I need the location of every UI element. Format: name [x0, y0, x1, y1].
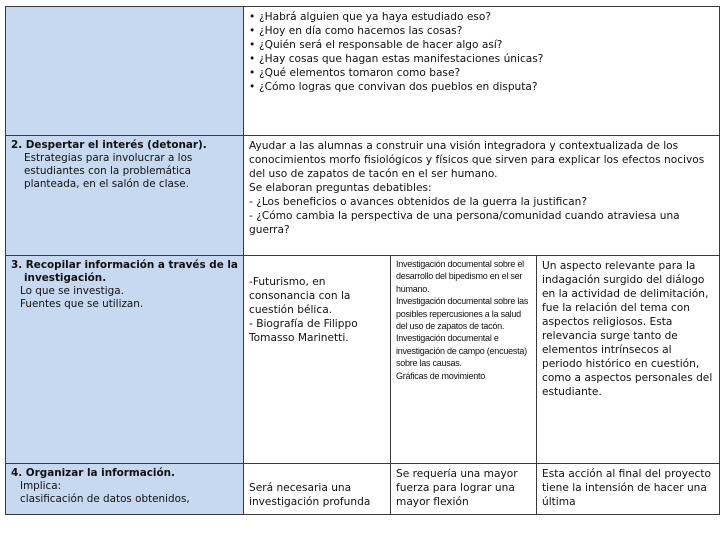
row3-left-cell: [6, 256, 244, 464]
step-heading: 2. Despertar el interés (detonar).: [11, 139, 207, 151]
list-item: • ¿Hoy en día como hacemos las cosas?: [249, 25, 463, 37]
row3-col4-cell: [537, 256, 720, 464]
paragraph: Será necesaria una investigación profunda: [249, 482, 371, 508]
bullet-icon: •: [249, 39, 256, 51]
step-heading: 4. Organizar la información.: [11, 467, 175, 479]
list-item: • ¿Hay cosas que hagan estas manifestaciones únicas?: [249, 53, 544, 65]
row2-content-cell: [244, 136, 720, 256]
step-description: Lo que se investiga.: [20, 285, 124, 297]
list-item: • ¿Quién será el responsable de hacer algo así?: [249, 39, 503, 51]
paragraph: Esta acción al final del proyecto tiene la intensión de hacer una última: [542, 468, 711, 508]
step-description: Implica:: [20, 480, 62, 492]
paragraph: - ¿Cómo cambia la perspectiva de una persona/comunidad cuando atraviesa una guerra?: [249, 210, 680, 236]
paragraph: - ¿Los beneficios o avances obtenidos de la guerra la justifican?: [249, 196, 588, 208]
bullet-icon: •: [249, 11, 256, 23]
paragraph: - Biografía de Filippo Tomasso Marinetti.: [249, 318, 358, 344]
row3-col3-cell: [391, 256, 537, 464]
paragraph: Se elaboran preguntas debatibles:: [249, 182, 432, 194]
paragraph: Ayudar a las alumnas a construir una visión integradora y contextualizada de los conocimientos morfo fisiológicos y físicos que sirven para explicar los efectos nocivos del uso de zapatos de tacón en el ser humano.: [249, 140, 705, 180]
paragraph: -Futurismo, en consonancia con la cuestión bélica.: [249, 276, 351, 316]
table-row: [6, 136, 720, 256]
paragraph: Gráficas de movimiento: [396, 370, 486, 381]
table-row: [6, 7, 720, 136]
table-row: [6, 256, 720, 464]
row4-col4-cell: [537, 464, 720, 515]
step-description: Estrategias para involucrar a los estudiantes con la problemática planteada, en el salón de clase.: [24, 152, 193, 190]
row1-left-cell: [6, 7, 244, 136]
question-list: [249, 10, 714, 94]
bullet-icon: •: [249, 67, 256, 79]
paragraph: Un aspecto relevante para la indagación surgido del diálogo en la actividad de delimitación, fue la relación del tema con aspectos religiosos. Esta relevancia surge tanto de elementos intrínsecos al periodo histórico en cuestión, como a aspectos personales del estudiante.: [542, 260, 713, 398]
row2-left-cell: [6, 136, 244, 256]
bullet-icon: •: [249, 25, 256, 37]
row4-col3-cell: [391, 464, 537, 515]
bullet-icon: •: [249, 53, 256, 65]
planning-table: [5, 6, 720, 515]
row1-questions-cell: [244, 7, 720, 136]
table-row: [6, 464, 720, 515]
paragraph: Investigación documental sobre las posibles repercusiones a la salud del uso de zapatos de tacón.: [396, 296, 529, 332]
paragraph: Se requería una mayor fuerza para lograr una mayor flexión: [396, 468, 518, 508]
row3-col2-cell: [244, 256, 391, 464]
list-item: • ¿Cómo logras que convivan dos pueblos en disputa?: [249, 81, 538, 93]
step-description: clasificación de datos obtenidos,: [20, 493, 190, 505]
list-item: • ¿Habrá alguien que ya haya estudiado eso?: [249, 11, 492, 23]
row4-left-cell: [6, 464, 244, 515]
bullet-icon: •: [249, 81, 256, 93]
paragraph: Investigación documental e investigación de campo (encuesta) sobre las causas.: [396, 333, 527, 369]
row4-col2-cell: [244, 464, 391, 515]
list-item: • ¿Qué elementos tomaron como base?: [249, 67, 461, 79]
paragraph: Investigación documental sobre el desarrollo del bipedismo en el ser humano.: [396, 259, 524, 294]
step-heading: 3. Recopilar información a través de la investigación.: [11, 259, 238, 284]
step-description: Fuentes que se utilizan.: [20, 298, 144, 310]
